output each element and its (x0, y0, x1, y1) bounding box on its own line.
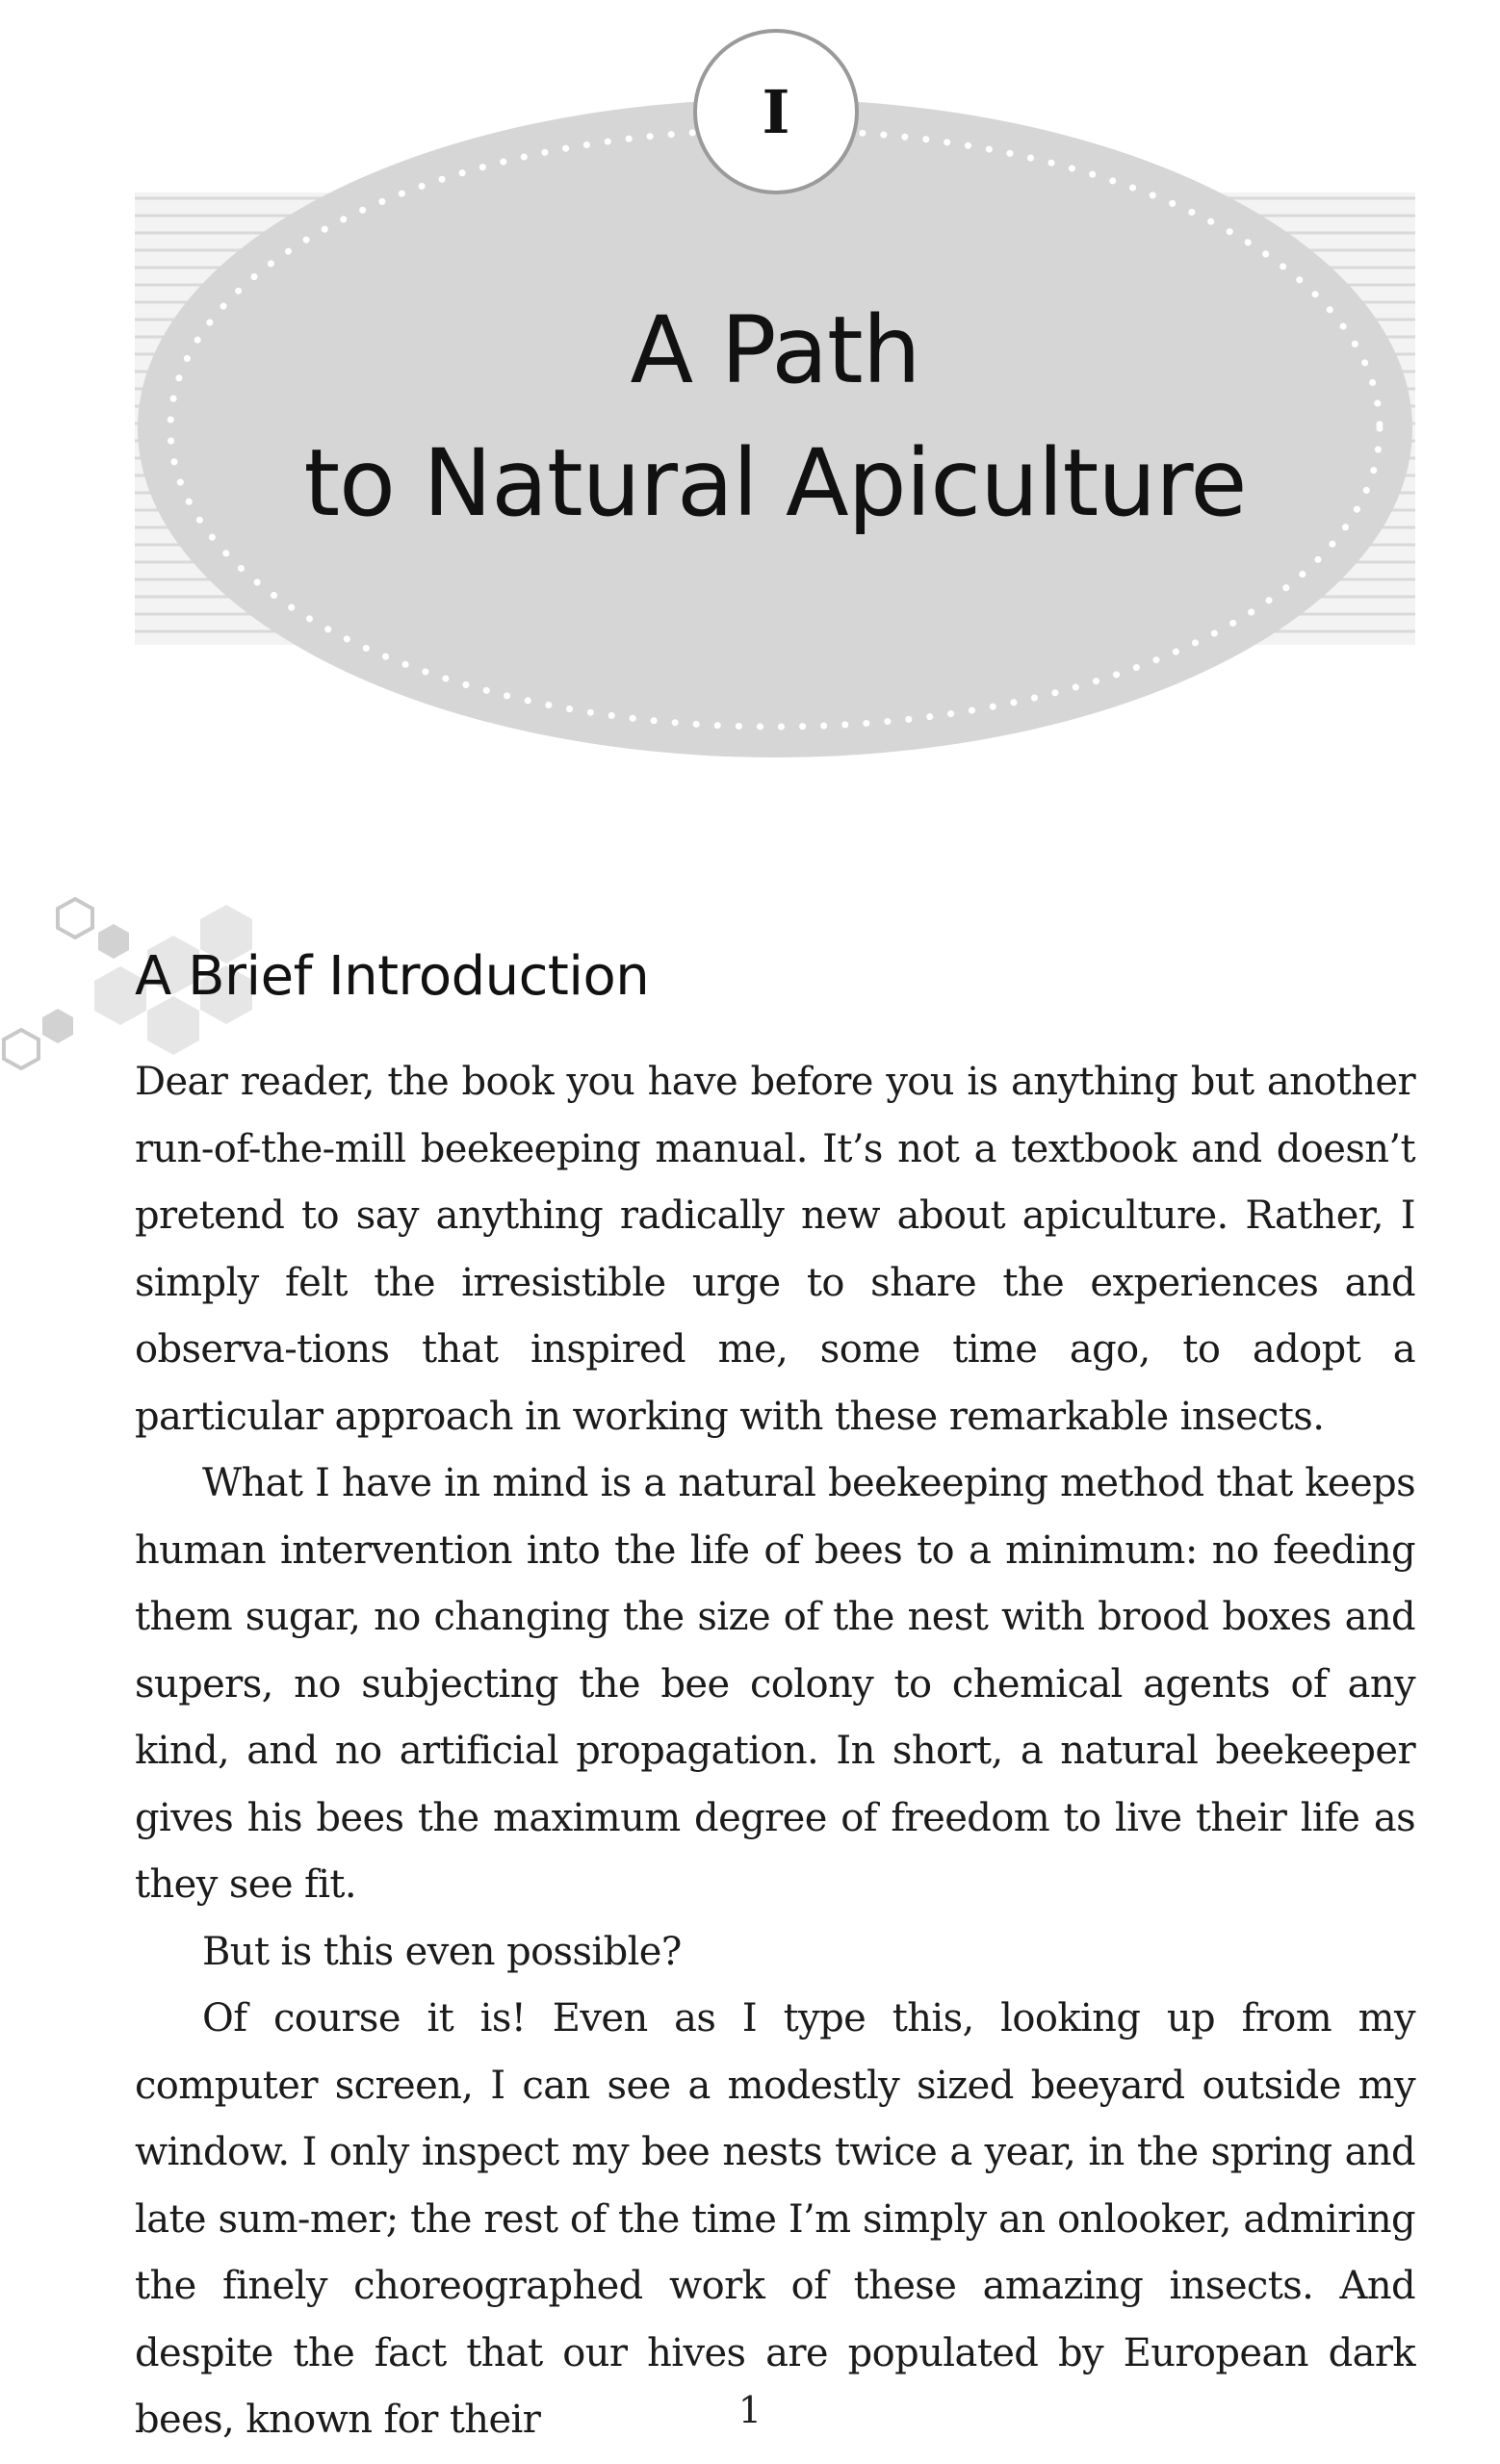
paragraph: What I have in mind is a natural beekeeping method that keeps human intervention into the life of bees to a minimum: no feeding them sugar, no changing the size of the nest with brood boxes and supers, no subjecting the bee colony to chemical agents of any kind, and no artificial propagation. In short, a natural beekeeper gives his bees the maximum degree of freedom to live their life as they see fit. (135, 1461, 1415, 1907)
chapter-title-line-2: to Natural Apiculture (303, 429, 1247, 537)
body-text (135, 1049, 1415, 2454)
paragraph: Dear reader, the book you have before you is anything but another run-of-the-mill beekeeping manual. It’s not a textbook and doesn’t pretend to say anything radically new about apiculture. Rather, I simply felt the irresistible urge to share the experiences and observa-tions that inspired me, some time ago, to adopt a particular approach in working with these remarkable insects. (135, 1060, 1415, 1439)
section-heading: A Brief Introduction (135, 945, 650, 1008)
paragraph: Of course it is! Even as I type this, looking up from my computer screen, I can see a modestly sized beeyard outside my window. I only inspect my bee nests twice a year, in the spring and late sum-mer; the rest of the time I’m simply an onlooker, admiring the finely choreographed work of these amazing insects. And despite the fact that our hives are populated by European dark bees, known for their (135, 1996, 1415, 2442)
chapter-number: I (762, 76, 790, 147)
page-number: 1 (737, 2389, 763, 2431)
paragraph: But is this even possible? (202, 1929, 682, 1974)
chapter-title-line-1: A Path (630, 296, 920, 404)
chapter-title (135, 284, 1415, 550)
